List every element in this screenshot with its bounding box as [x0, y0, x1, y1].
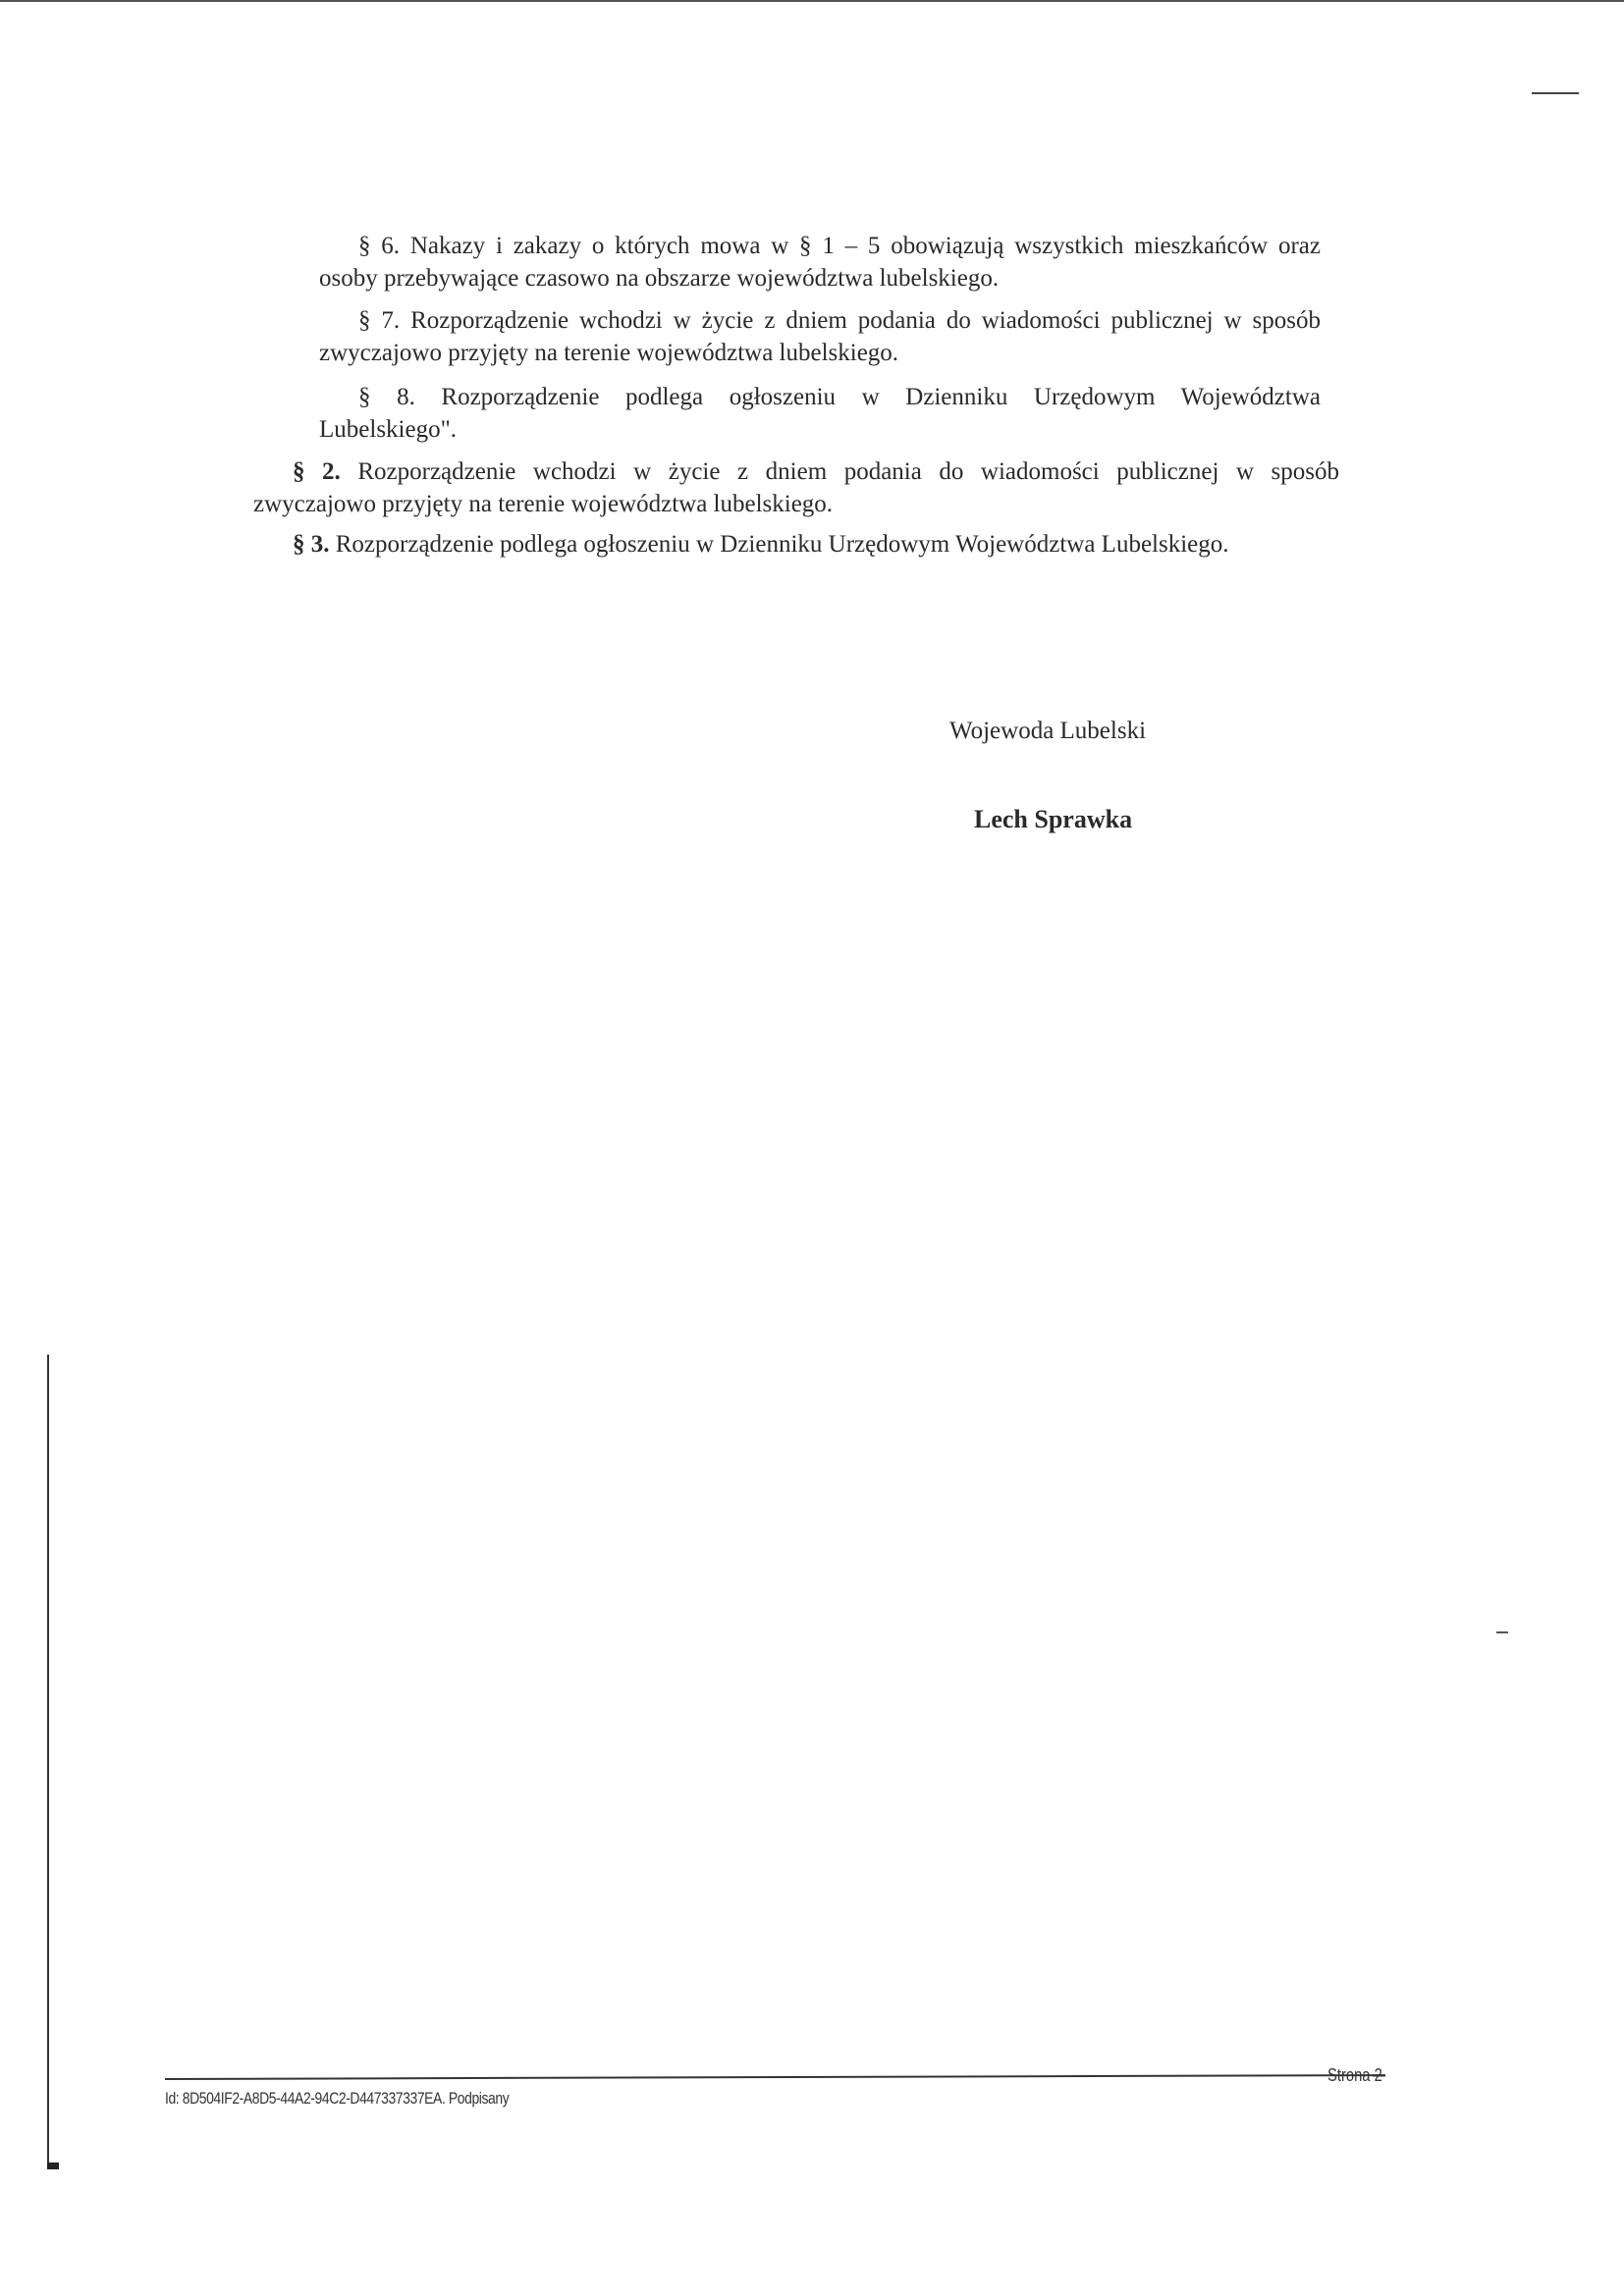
- footer-rule: [165, 2074, 1385, 2080]
- paragraph-7: [319, 304, 1321, 369]
- footer-document-id: Id: 8D504IF2-A8D5-44A2-94C2-D447337337EA. Podpisany: [165, 2089, 510, 2108]
- signature-title: Wojewoda Lubelski: [949, 718, 1147, 744]
- scan-mark-right: [1496, 1631, 1508, 1633]
- main-paragraph-3: [253, 528, 1339, 561]
- paragraph-7-line-2: zwyczajowo przyjęty na terenie województwa lubelskiego.: [319, 340, 899, 366]
- main-paragraph-3-text: Rozporządzenie podlega ogłoszeniu w Dzienniku Urzędowym Województwa Lubelskiego.: [335, 531, 1229, 558]
- main-paragraph-2-line-2: zwyczajowo przyjęty na terenie województwa lubelskiego.: [253, 491, 834, 517]
- main-paragraph-3-line-1: [253, 528, 1339, 561]
- paragraph-6-line-1: § 6. Nakazy i zakazy o których mowa w § 1 – 5 obowiązują wszystkich mieszkańców oraz: [358, 233, 1321, 259]
- section-marker-3: § 3.: [293, 531, 330, 558]
- main-paragraph-2-line-1: [253, 455, 1339, 488]
- paragraph-6-line-2: osoby przebywające czasowo na obszarze województwa lubelskiego.: [319, 265, 1000, 292]
- paragraph-8-line-2: Lubelskiego".: [319, 416, 458, 443]
- paragraph-6: [319, 230, 1321, 294]
- scan-mark-top-right: [1532, 92, 1579, 94]
- main-paragraph-2: [253, 455, 1339, 520]
- scan-edge-left: [47, 1355, 49, 2164]
- scan-mark-left-foot: [47, 2163, 59, 2169]
- paragraph-8-line-1: § 8. Rozporządzenie podlega ogłoszeniu w Dzienniku Urzędowym Województwa: [358, 384, 1321, 410]
- paragraph-7-line-1: § 7. Rozporządzenie wchodzi w życie z dniem podania do wiadomości publicznej w sposób: [358, 307, 1321, 334]
- paragraph-8: [319, 381, 1321, 446]
- main-paragraph-2-text: Rozporządzenie wchodzi w życie z dniem podania do wiadomości publicznej w sposób: [357, 458, 1339, 485]
- signature-name: Lech Sprawka: [974, 805, 1133, 833]
- section-marker-2: § 2.: [293, 458, 341, 485]
- footer-page-number: Strona 2: [1327, 2065, 1382, 2085]
- scan-edge-top: [0, 0, 1624, 2]
